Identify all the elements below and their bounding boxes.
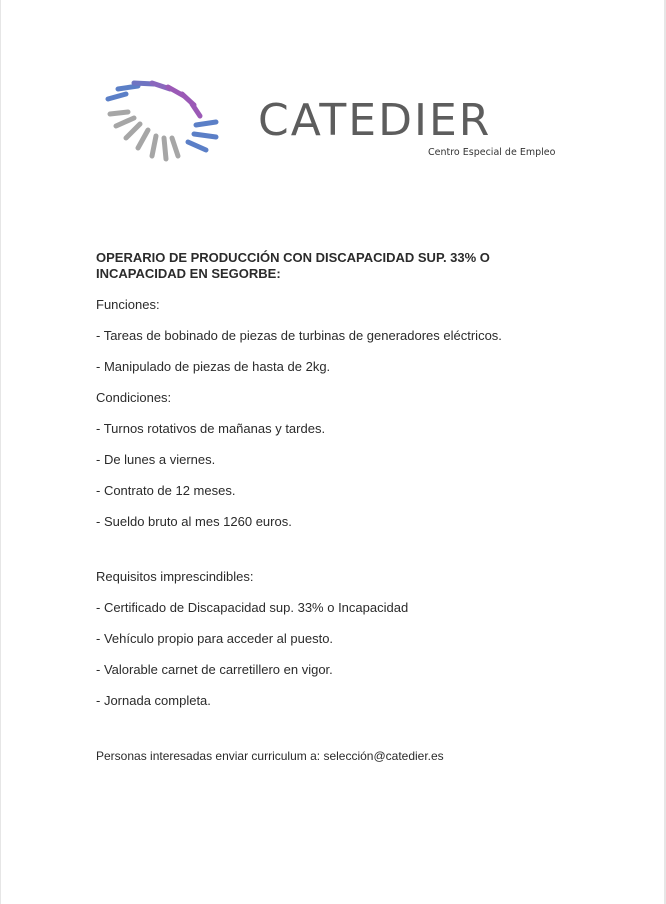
brand-name: CATEDIER — [258, 95, 492, 146]
requirement-item: - Jornada completa. — [96, 693, 211, 708]
function-item: - Manipulado de piezas de hasta de 2kg. — [96, 359, 331, 374]
requirement-item: - Vehículo propio para acceder al puesto. — [96, 631, 334, 646]
job-offer — [96, 250, 556, 764]
page-border-left — [0, 0, 1, 904]
function-item: - Tareas de bobinado de piezas de turbinas de generadores eléctricos. — [96, 328, 502, 343]
functions-heading: Funciones: — [96, 297, 160, 312]
conditions-heading: Condiciones: — [96, 390, 172, 405]
condition-item: - Turnos rotativos de mañanas y tardes. — [96, 421, 326, 436]
condition-item: - De lunes a viernes. — [96, 452, 216, 467]
catedier-logo-icon — [104, 80, 224, 164]
condition-item: - Sueldo bruto al mes 1260 euros. — [96, 514, 292, 529]
requirements-heading: Requisitos imprescindibles: — [96, 569, 254, 584]
requirement-item: - Certificado de Discapacidad sup. 33% o Incapacidad — [96, 600, 409, 615]
job-title-line-1: OPERARIO DE PRODUCCIÓN CON DISCAPACIDAD SUP. 33% O — [96, 250, 490, 265]
contact-line: Personas interesadas enviar curriculum a: selección@catedier.es — [96, 749, 444, 763]
job-title-line-2: INCAPACIDAD EN SEGORBE: — [96, 266, 281, 281]
brand-tagline: Centro Especial de Empleo — [428, 147, 556, 158]
requirement-item: - Valorable carnet de carretillero en vigor. — [96, 662, 333, 677]
condition-item: - Contrato de 12 meses. — [96, 483, 236, 498]
job-title — [96, 250, 556, 282]
